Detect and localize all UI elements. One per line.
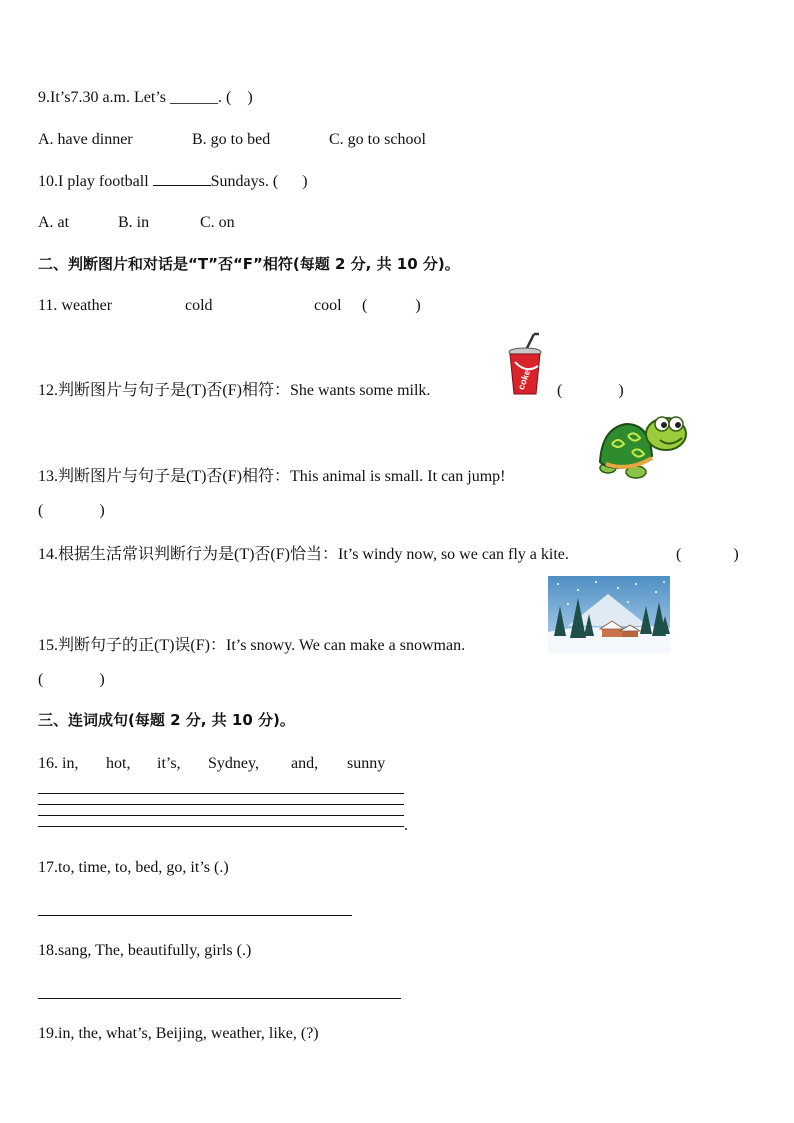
answer-line[interactable] [38, 826, 404, 827]
answer-line[interactable] [38, 815, 404, 816]
question-10 [38, 171, 308, 192]
question-13-text: 13.判断图片与句子是(T)否(F)相符：This animal is small. It can jump! [38, 468, 506, 485]
pupil [675, 422, 681, 428]
answer-parentheses[interactable]: ( ) [676, 546, 739, 563]
option-a: A. at [38, 214, 70, 231]
question-13 [38, 467, 506, 487]
answer-line[interactable] [38, 998, 401, 999]
question-16-word: hot, [106, 755, 131, 772]
pupil [661, 422, 667, 428]
question-12 [38, 381, 430, 401]
option-c: C. go to school [329, 131, 426, 148]
cup-label: coke [515, 368, 533, 392]
question-16-word: sunny [347, 755, 386, 772]
question-12-text: 12.判断图片与句子是(T)否(F)相符：She wants some milk. [38, 382, 431, 399]
section-2-heading: 二、判断图片和对话是“T”否“F”相符(每题 2 分, 共 10 分)。 [38, 255, 460, 273]
section-3-heading: 三、连词成句(每题 2 分, 共 10 分)。 [38, 711, 295, 729]
question-14-text: 14.根据生活常识判断行为是(T)否(F)恰当：It’s windy now, so we can fly a kite. [38, 546, 569, 563]
question-16-period: . [404, 817, 408, 834]
cola-cup-image [506, 332, 544, 398]
answer-line[interactable] [38, 804, 404, 805]
answer-parentheses[interactable]: ( ) [557, 382, 624, 399]
question-16-word: it’s, [157, 755, 181, 772]
question-16 [38, 754, 385, 774]
question-10-prefix: 10.I play football [38, 173, 149, 190]
question-11 [38, 296, 421, 316]
answer-parentheses[interactable]: ( ) [362, 297, 421, 314]
question-9-options [38, 130, 426, 150]
question-15 [38, 636, 465, 656]
question-9-text: 9.It’s7.30 a.m. Let’s ______. ( ) [38, 89, 253, 106]
question-9 [38, 88, 253, 108]
option-a: A. have dinner [38, 131, 133, 148]
question-11-word-1: 11. weather [38, 297, 113, 314]
answer-parentheses[interactable]: ( ) [38, 502, 105, 519]
question-16-word: and, [291, 755, 319, 772]
question-17: 17.to, time, to, bed, go, it’s (.) [38, 859, 229, 876]
question-11-word-2: cold [185, 297, 213, 314]
question-18: 18.sang, The, beautifully, girls (.) [38, 942, 252, 959]
question-16-word: Sydney, [208, 755, 259, 772]
option-b: B. in [118, 214, 150, 231]
snowy-landscape-image [548, 576, 670, 653]
option-c: C. on [200, 214, 235, 231]
answer-blank[interactable] [153, 171, 211, 186]
answer-line[interactable] [38, 915, 352, 916]
question-15-text: 15.判断句子的正(T)误(F)：It’s snowy. We can make a snowman. [38, 637, 466, 654]
answer-line[interactable] [38, 793, 404, 794]
question-14 [38, 545, 569, 565]
question-10-suffix: Sundays. ( ) [210, 173, 308, 190]
question-16-word: 16. in, [38, 755, 79, 772]
answer-parentheses[interactable]: ( ) [38, 671, 105, 688]
question-19: 19.in, the, what’s, Beijing, weather, like, (?) [38, 1025, 319, 1042]
question-10-options [38, 213, 235, 233]
question-11-word-3: cool [314, 297, 342, 314]
option-b: B. go to bed [192, 131, 271, 148]
turtle-image [598, 410, 690, 482]
